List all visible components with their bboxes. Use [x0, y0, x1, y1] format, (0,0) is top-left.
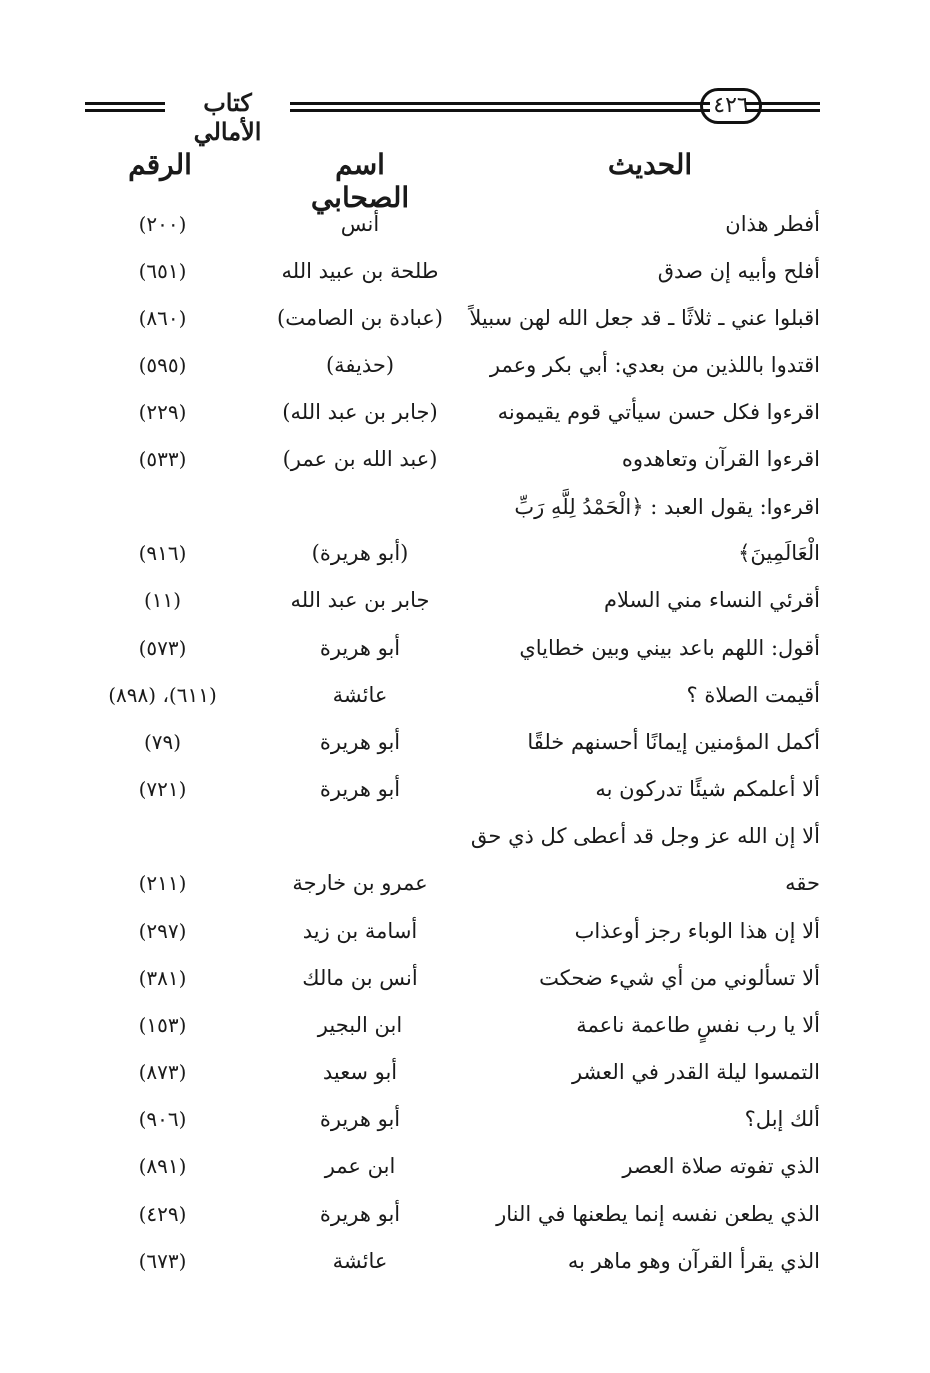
table-row: [0, 1249, 930, 1295]
hadith-text: اقبلوا عني ـ ثلاثًا ـ قد جعل الله لهن سبيلاً: [469, 306, 820, 330]
table-row: [0, 919, 930, 965]
hadith-number: (٤٢٩): [138, 1202, 187, 1226]
book-title: كتاب الأمالي: [193, 88, 262, 146]
page-header: [0, 70, 930, 150]
table-row: [0, 353, 930, 399]
table-row: [0, 1107, 930, 1153]
hadith-number: (٧٢١): [138, 777, 187, 801]
hadith-number: (٥٩٥): [138, 353, 187, 377]
hadith-text: الذي يقرأ القرآن وهو ماهر به: [567, 1249, 820, 1273]
table-row: [0, 306, 930, 352]
companion-name: طلحة بن عبيد الله: [281, 259, 439, 283]
companion-name: (حذيفة): [325, 353, 395, 377]
hadith-text: ألك إبل؟: [744, 1107, 820, 1131]
companion-name: (عبادة بن الصامت): [277, 306, 443, 330]
companion-name: أنس: [340, 212, 380, 236]
hadith-number: (٩٠٦): [138, 1107, 187, 1131]
table-row: [0, 1154, 930, 1200]
hadith-number: (٥٧٣): [138, 636, 187, 660]
hadith-text: اقرءوا فكل حسن سيأتي قوم يقيمونه: [497, 400, 820, 424]
hadith-number: (٢٢٩): [138, 400, 187, 424]
table-row: [0, 636, 930, 682]
companion-name: أبو هريرة: [319, 730, 401, 754]
companion-name: جابر بن عبد الله: [290, 588, 430, 612]
hadith-number: (٢٠٠): [138, 212, 187, 236]
companion-name: عائشة: [332, 1249, 388, 1273]
hadith-number: (٨٧٣): [138, 1060, 187, 1084]
companion-name: أبو سعيد: [322, 1060, 398, 1084]
hadith-text: ألا يا رب نفسٍ طاعمة ناعمة: [576, 1013, 820, 1037]
table-row: [0, 966, 930, 1012]
table-row: [0, 495, 930, 541]
hadith-text: أقرئي النساء مني السلام: [604, 588, 820, 612]
hadith-text: الْعَالَمِينَ﴾: [738, 541, 820, 565]
hadith-text: أفلح وأبيه إن صدق: [657, 259, 820, 283]
hadith-text: ألا تسألوني من أي شيء ضحكت: [539, 966, 820, 990]
companion-name: أبو هريرة: [319, 636, 401, 660]
companion-name: ابن عمر: [324, 1154, 396, 1178]
table-row: [0, 212, 930, 258]
hadith-number: (٢١١): [138, 871, 187, 895]
companion-name: عمرو بن خارجة: [292, 871, 428, 895]
page-number: ٤٢٦: [700, 88, 762, 124]
companion-name: أبو هريرة: [319, 777, 401, 801]
table-row: [0, 447, 930, 493]
hadith-text: التمسوا ليلة القدر في العشر: [571, 1060, 820, 1084]
table-row: [0, 777, 930, 823]
table-row: [0, 541, 930, 587]
table-row: [0, 1060, 930, 1106]
hadith-number: (٨٩١): [138, 1154, 187, 1178]
hadith-text: ألا إن هذا الوباء رجز أوعذاب: [574, 919, 820, 943]
header-rule-middle: [290, 102, 710, 112]
companion-name: (أبو هريرة): [311, 541, 409, 565]
hadith-text: أقيمت الصلاة ؟: [686, 683, 820, 707]
header-rule-right: [745, 102, 820, 112]
table-row: [0, 588, 930, 634]
hadith-text: أفطر هذان: [725, 212, 820, 236]
table-row: [0, 1013, 930, 1059]
hadith-number: (٣٨١): [138, 966, 187, 990]
column-header-hadith: الحديث: [607, 148, 693, 181]
companion-name: أبو هريرة: [319, 1107, 401, 1131]
hadith-text: أكمل المؤمنين إيمانًا أحسنهم خلقًا: [527, 730, 820, 754]
column-header-sahabi: اسم الصحابي: [310, 148, 410, 214]
companion-name: (جابر بن عبد الله): [282, 400, 438, 424]
companion-name: (عبد الله بن عمر): [282, 447, 438, 471]
hadith-text: ألا أعلمكم شيئًا تدركون به: [595, 777, 820, 801]
hadith-text: أقول: اللهم باعد بيني وبين خطاياي: [519, 636, 820, 660]
companion-name: ابن البجير: [317, 1013, 403, 1037]
hadith-number: (٥٣٣): [138, 447, 187, 471]
companion-name: أبو هريرة: [319, 1202, 401, 1226]
hadith-number: (٧٩): [143, 730, 182, 754]
hadith-number: (٦١١)، (٨٩٨): [108, 683, 217, 707]
hadith-text: اقرءوا: يقول العبد : ﴿الْحَمْدُ لِلَّهِ رَبِّ: [514, 495, 820, 519]
hadith-number: (٩١٦): [138, 541, 187, 565]
hadith-number: (٢٩٧): [138, 919, 187, 943]
table-row: [0, 259, 930, 305]
hadith-text: اقرءوا القرآن وتعاهدوه: [621, 447, 820, 471]
table-row: [0, 871, 930, 917]
hadith-text: الذي تفوته صلاة العصر: [622, 1154, 820, 1178]
table-row: [0, 730, 930, 776]
companion-name: أنس بن مالك: [302, 966, 418, 990]
table-row: [0, 1202, 930, 1248]
hadith-text: اقتدوا باللذين من بعدي: أبي بكر وعمر: [489, 353, 820, 377]
table-row: [0, 683, 930, 729]
hadith-text: حقه: [785, 871, 820, 895]
column-header-number: الرقم: [128, 148, 192, 181]
hadith-number: (١١): [143, 588, 182, 612]
companion-name: عائشة: [332, 683, 388, 707]
hadith-number: (٦٥١): [138, 259, 187, 283]
companion-name: أسامة بن زيد: [302, 919, 418, 943]
header-rule-left: [85, 102, 165, 112]
hadith-number: (١٥٣): [138, 1013, 187, 1037]
hadith-number: (٦٧٣): [138, 1249, 187, 1273]
table-row: [0, 824, 930, 870]
hadith-text: الذي يطعن نفسه إنما يطعنها في النار: [496, 1202, 820, 1226]
hadith-number: (٨٦٠): [138, 306, 187, 330]
hadith-text: ألا إن الله عز وجل قد أعطى كل ذي حق: [470, 824, 820, 848]
table-row: [0, 400, 930, 446]
